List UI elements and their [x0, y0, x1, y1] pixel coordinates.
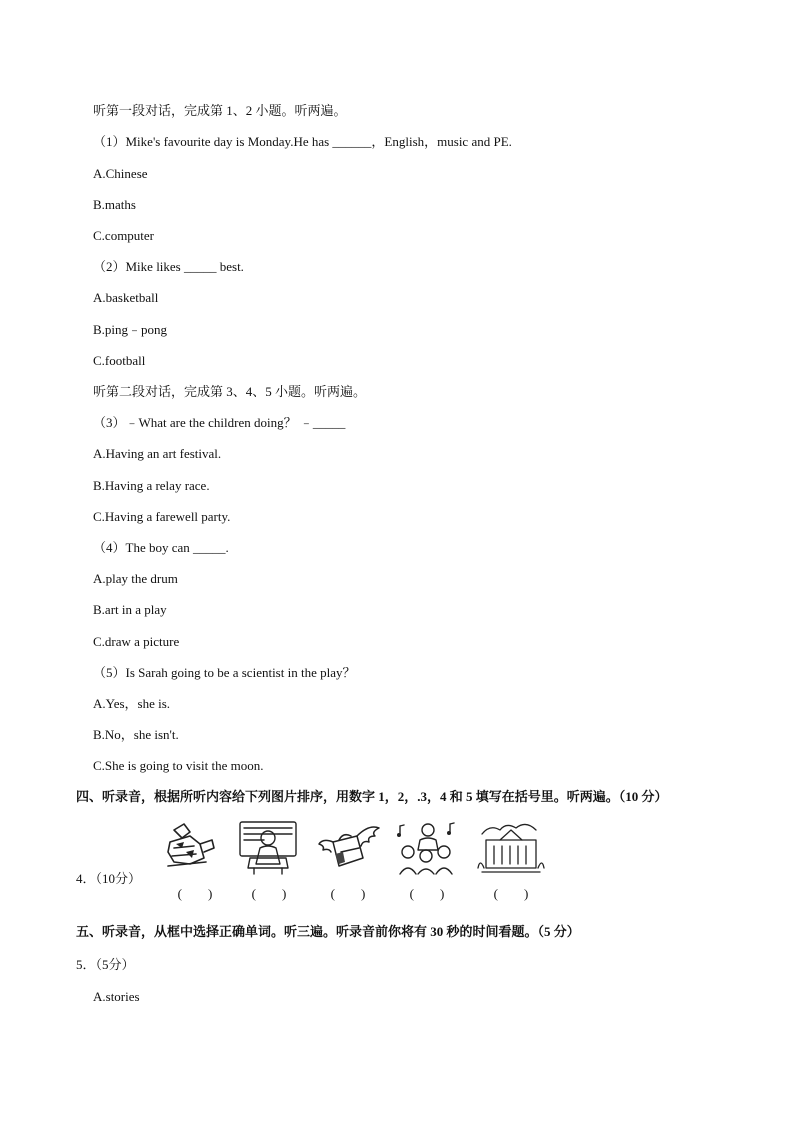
question-1-option-b: B.maths — [93, 197, 136, 212]
picture-ordering-row — [160, 818, 550, 902]
question-5-option-b: B.No，she isn't. — [93, 727, 179, 742]
question-2-option-c: C.football — [93, 353, 146, 368]
question-1-option-a: A.Chinese — [93, 166, 148, 181]
question-3-option-b: B.Having a relay race. — [93, 478, 210, 493]
question-5-stem: （5）Is Sarah going to be a scientist in the play？ — [93, 665, 356, 680]
section-4-heading: 四、听录音，根据所听内容给下列图片排序，用数字 1，2，.3，4 和 5 填写在括号里。听两遍。（10 分） — [76, 789, 668, 804]
answer-bracket-3[interactable]: ( ) — [330, 886, 366, 901]
building-icon — [476, 818, 546, 876]
question-3-option-c: C.Having a farewell party. — [93, 509, 231, 524]
question-5-label: 5．（5分） — [76, 957, 135, 972]
section-5-option-a: A.stories — [93, 989, 140, 1004]
flying-bag-icon — [313, 818, 383, 876]
picture-3 — [313, 818, 383, 902]
question-4-option-c: C.draw a picture — [93, 634, 180, 649]
question-4-stem: （4）The boy can _____. — [93, 540, 229, 555]
singing-children-icon — [392, 818, 462, 876]
question-2-option-b: B.ping﹣pong — [93, 322, 168, 337]
answer-bracket-4[interactable]: ( ) — [409, 886, 445, 901]
question-4-label: 4．（10分） — [76, 871, 142, 886]
question-5-option-a: A.Yes，she is. — [93, 696, 171, 711]
picture-4 — [392, 818, 462, 902]
question-4-option-a: A.play the drum — [93, 571, 178, 586]
answer-bracket-5[interactable]: ( ) — [493, 886, 529, 901]
picture-2 — [234, 818, 304, 902]
question-2-option-a: A.basketball — [93, 290, 159, 305]
question-4-option-b: B.art in a play — [93, 602, 167, 617]
question-2-stem: （2）Mike likes _____ best. — [93, 259, 244, 274]
answer-bracket-1[interactable]: ( ) — [177, 886, 213, 901]
part2-instruction: 听第二段对话，完成第 3、4、5 小题。听两遍。 — [93, 384, 367, 399]
question-3-option-a: A.Having an art festival. — [93, 446, 222, 461]
shoe-icon — [160, 818, 230, 876]
question-5-option-c: C.She is going to visit the moon. — [93, 758, 264, 773]
picture-5 — [476, 818, 546, 902]
question-1-stem: （1）Mike's favourite day is Monday.He has ______，English，music and PE. — [93, 134, 512, 149]
question-1-option-c: C.computer — [93, 228, 155, 243]
answer-bracket-2[interactable]: ( ) — [251, 886, 287, 901]
picture-1 — [160, 818, 230, 902]
question-3-stem: （3）﹣What are the children doing？ ﹣_____ — [93, 415, 346, 430]
part1-instruction: 听第一段对话，完成第 1、2 小题。听两遍。 — [93, 103, 347, 118]
girl-reading-icon — [234, 818, 304, 876]
section-5-heading: 五、听录音，从框中选择正确单词。听三遍。听录音前你将有 30 秒的时间看题。（5 分） — [76, 924, 580, 939]
